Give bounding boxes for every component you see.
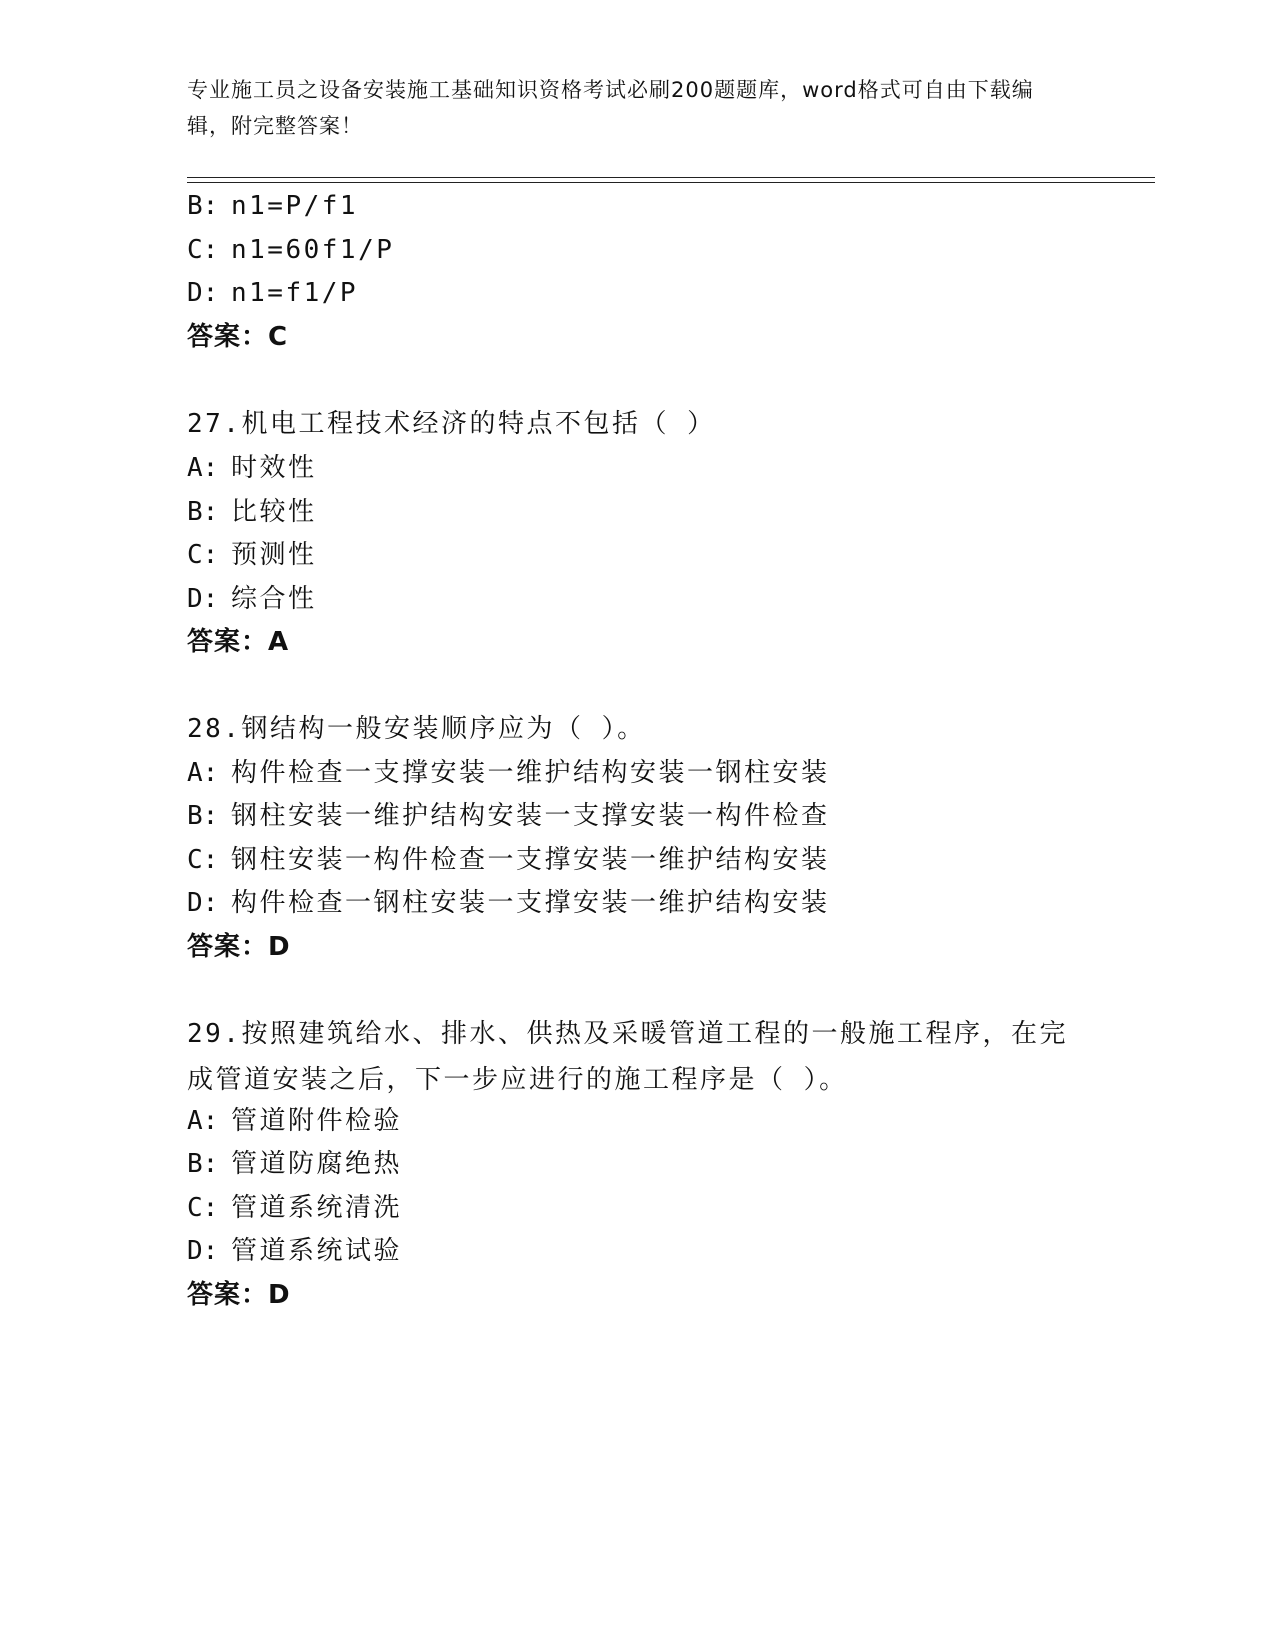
q26-option-d	[187, 276, 358, 310]
q28-option-c	[187, 843, 830, 877]
q28-option-b	[187, 799, 830, 833]
option-letter: B:	[187, 497, 219, 527]
option-text: 管道系统清洗	[231, 1193, 403, 1223]
document-header: 专业施工员之设备安装施工基础知识资格考试必刷200题题库，word格式可自由下载编辑，附完整答案！	[187, 78, 1034, 138]
option-letter: C:	[187, 1193, 219, 1223]
q29-option-d	[187, 1234, 402, 1268]
option-letter: C:	[187, 235, 219, 265]
option-text: 钢柱安装一维护结构安装一支撑安装一构件检查	[231, 801, 830, 831]
option-letter: D:	[187, 888, 219, 918]
option-text: n1=P/f1	[231, 191, 359, 221]
option-letter: D:	[187, 1236, 219, 1266]
option-text: 管道附件检验	[231, 1106, 403, 1136]
q26-answer: 答案：C	[187, 322, 289, 352]
q28-option-d	[187, 886, 830, 920]
q26-option-b	[187, 189, 358, 223]
option-text: 比较性	[231, 497, 317, 527]
q28-option-a	[187, 756, 830, 790]
q29-option-b	[187, 1147, 402, 1181]
q27-answer: 答案：A	[187, 627, 290, 657]
option-text: 管道系统试验	[231, 1236, 403, 1266]
option-letter: C:	[187, 845, 219, 875]
option-letter: D:	[187, 278, 219, 308]
q27-option-b	[187, 495, 317, 529]
option-text: n1=f1/P	[231, 278, 359, 308]
option-text: n1=60f1/P	[231, 235, 395, 265]
q28-question: 28.钢结构一般安装顺序应为（ ）。	[187, 714, 646, 744]
option-letter: D:	[187, 584, 219, 614]
option-text: 构件检查一钢柱安装一支撑安装一维护结构安装	[231, 888, 830, 918]
option-letter: B:	[187, 1149, 219, 1179]
q27-option-a	[187, 451, 317, 485]
q29-option-a	[187, 1104, 402, 1138]
header-divider-second	[187, 182, 1155, 183]
q28-answer: 答案：D	[187, 932, 291, 962]
option-text: 时效性	[231, 453, 317, 483]
option-text: 管道防腐绝热	[231, 1149, 403, 1179]
option-letter: B:	[187, 191, 219, 221]
option-text: 构件检查一支撑安装一维护结构安装一钢柱安装	[231, 758, 830, 788]
q27-option-d	[187, 582, 317, 616]
option-letter: A:	[187, 1106, 219, 1136]
q26-option-c	[187, 233, 394, 267]
q29-option-c	[187, 1191, 402, 1225]
option-letter: B:	[187, 801, 219, 831]
q27-option-c	[187, 538, 317, 572]
option-text: 综合性	[231, 584, 317, 614]
option-text: 预测性	[231, 540, 317, 570]
q29-answer: 答案：D	[187, 1280, 291, 1310]
option-letter: A:	[187, 453, 219, 483]
option-letter: A:	[187, 758, 219, 788]
q29-question: 29.按照建筑给水、排水、供热及采暖管道工程的一般施工程序，在完成管道安装之后，下一步应进行的施工程序是（ ）。	[187, 1019, 1068, 1095]
header-divider	[187, 177, 1155, 178]
option-letter: C:	[187, 540, 219, 570]
option-text: 钢柱安装一构件检查一支撑安装一维护结构安装	[231, 845, 830, 875]
q27-question: 27.机电工程技术经济的特点不包括（ ）	[187, 409, 716, 439]
